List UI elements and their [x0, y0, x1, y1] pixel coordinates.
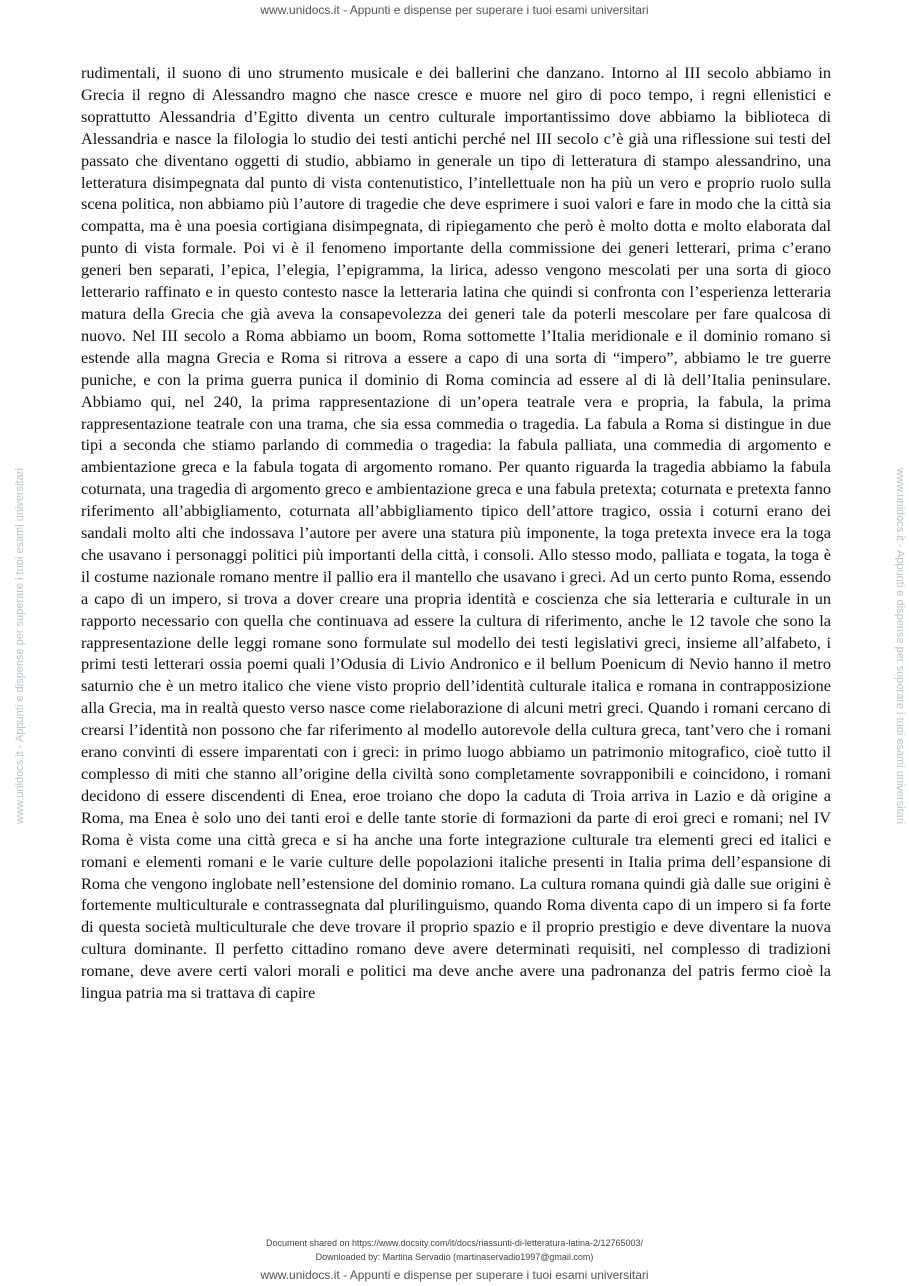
footer-downloaded-by: Downloaded by: Martina Servadio (martinaservadio1997@gmail.com)	[315, 1252, 594, 1262]
watermark-right: www.unidocs.it - Appunti e dispense per superare i tuoi esami universitari	[894, 468, 906, 824]
document-body-text: rudimentali, il suono di uno strumento musicale e dei ballerini che danzano. Intorno al III secolo abbiamo in Grecia il regno di Alessandro magno che nasce cresce e muore nel giro di poco tempo, i regni ellenistici e soprattutto Alessandria d’Egitto diventa un centro culturale importantissimo dove abbiamo la biblioteca di Alessandria e nasce la filologia lo studio dei testi antichi perché nel III secolo c’è già una riflessione sui testi del passato che diventano oggetti di studio, abbiamo in generale un tipo di letteratura di stampo alessandrino, una letteratura disimpegnata dal punto di vista contenutistico, l’intellettuale non ha più un vero e proprio ruolo sulla scena politica, non abbiamo più l’autore di tragedie che deve esprimere i suoi valori e fare in modo che la città sia compatta, ma è una poesia cortigiana disimpegnata, di ripiegamento che però è molto dotta e molto elaborata dal punto di vista formale. Poi vi è il fenomeno importante della commissione dei generi letterari, prima c’erano generi ben separati, l’epica, l’elegia, l’epigramma, la lirica, adesso vengono mescolati per una sorta di gioco letterario raffinato e in questo contesto nasce la letteraria latina che quindi si confronta con l’esperienza letteraria matura della Grecia che già aveva la consapevolezza dei generi tale da poterli mescolare per fare qualcosa di nuovo. Nel III secolo a Roma abbiamo un boom, Roma sottomette l’Italia meridionale e il dominio romano si estende alla magna Grecia e Roma si ritrova a essere a capo di una sorta di “impero”, abbiamo le tre guerre puniche, e con la prima guerra punica il dominio di Roma comincia ad essere al di là dell’Italia peninsulare. Abbiamo qui, nel 240, la prima rappresentazione di un’opera teatrale vera e propria, la fabula, la prima rappresentazione teatrale con una trama, che sia essa commedia o tragedia. La fabula a Roma si distingue in due tipi a seconda che stiamo parlando di commedia o tragedia: la fabula palliata, una commedia di argomento e ambientazione greca e la fabula togata di argomento romano. Per quanto riguarda la tragedia abbiamo la fabula coturnata, una tragedia di argomento greco e ambientazione greca e una fabula pretexta; coturnata e pretexta fanno riferimento all’abbigliamento, coturnata all’abbigliamento tipico dell’attore tragico, ossia i coturni erano dei sandali molto alti che indossava l’autore per avere una statura più imponente, la toga pretexta invece era la toga che usavano i personaggi politici più importanti della città, i consoli. Allo stesso modo, palliata e togata, la toga è il costume nazionale romano mentre il pallio era il mantello che usavano i greci. Ad un certo punto Roma, essendo a capo di un impero, si trova a dover creare una propria identità e coscienza che sia letteraria e culturale in un rapporto necessario con quella che continuava ad essere la cultura di riferimento, anche le 12 tavole che sono la rappresentazione delle leggi romane sono formulate sul modello dei testi legislativi greci, insieme all’alfabeto, i primi testi letterari ossia poemi quali l’Odusia di Livio Andronico e il bellum Poenicum di Nevio hanno il metro saturnio che è un metro italico che viene visto proprio dell’identità culturale italica e romana in contrapposizione alla Grecia, ma in realtà questo verso nasce come rielaborazione di alcuni metri greci. Quando i romani cercano di crearsi l’identità non possono che far riferimento al modello autorevole della cultura greca, tant’vero che i romani erano convinti di essere imparentati con i greci: in primo luogo abbiamo un patrimonio mitografico, cioè tutto il complesso di miti che stanno all’origine della civiltà sono completamente sovrapponibili e coincidono, i romani decidono di essere discendenti di Enea, eroe troiano che dopo la caduta di Troia arriva in Lazio e dà origine a Roma, ma Enea è solo uno dei tanti eroi e delle tante storie di formazioni da parte di eroi greci e romani; nel IV Roma è vista come una città greca e si ha anche una forte integrazione culturale tra elementi greci ed italici e romani e elementi romani e le varie culture delle popolazioni italiche presenti in Italia prima dell’espansione di Roma che vengono inglobate nell’estensione del dominio romano. La cultura romana quindi già dalle sue origini è fortemente multiculturale e contrassegnata dal plurilinguismo, quando Roma diventa capo di un impero si fa forte di questa società multiculturale che deve trovare il proprio spazio e il proprio prestigio e deve diventare la nuova cultura dominante. Il perfetto cittadino romano deve avere determinati requisiti, nel complesso di tradizioni romane, deve avere certi valori morali e politici ma deve anche avere una padronanza del patris fermo cioè la lingua patria ma si trattava di capire	[81, 63, 831, 1003]
watermark-bottom: www.unidocs.it - Appunti e dispense per superare i tuoi esami universitari	[260, 1268, 649, 1282]
watermark-top: www.unidocs.it - Appunti e dispense per superare i tuoi esami universitari	[260, 3, 649, 17]
footer-shared-link[interactable]: Document shared on https://www.docsity.com/it/docs/riassunti-di-letteratura-latina-2/12765003/	[265, 1238, 643, 1248]
document-footer	[0, 1236, 909, 1264]
watermark-left: www.unidocs.it - Appunti e dispense per superare i tuoi esami universitari	[14, 468, 26, 824]
